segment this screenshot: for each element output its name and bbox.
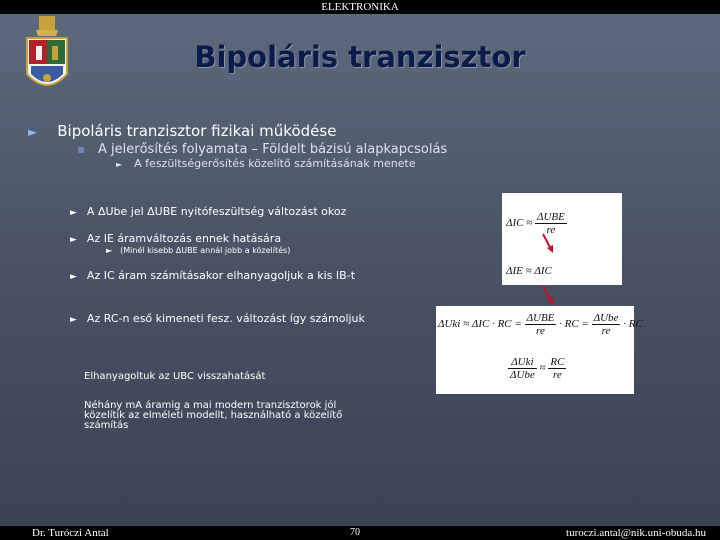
- red-arrow-icon: [540, 284, 556, 306]
- triangle-bullet-icon: ►: [70, 272, 77, 282]
- sub-bullet-text: (Minél kisebb ΔUBE annál jobb a közelítés): [120, 246, 291, 255]
- bullet-item: [70, 232, 281, 245]
- note-line: számítás: [84, 420, 129, 431]
- triangle-bullet-icon: ►: [70, 235, 77, 245]
- note-line: közelítik az elméleti modellt, használható a közelítő: [84, 410, 343, 421]
- fraction: [508, 356, 537, 381]
- equation-text: · RC =: [559, 318, 589, 331]
- bullet-item: [70, 205, 346, 218]
- bullet-text: A ΔUbe jel ΔUBE nyitófeszültség változást okoz: [86, 205, 347, 218]
- numerator: ΔUbe: [593, 312, 619, 324]
- numerator: ΔUki: [508, 356, 537, 369]
- main-heading: [28, 122, 336, 140]
- denominator: re: [601, 325, 611, 337]
- denominator: re: [546, 224, 556, 236]
- footer-author: Dr. Turóczi Antal: [32, 527, 109, 539]
- page-number: 70: [350, 527, 360, 538]
- equation-strip: [436, 306, 643, 394]
- equation-gain: [508, 356, 566, 381]
- header-banner: [0, 0, 720, 14]
- sub-bullet: [106, 246, 290, 255]
- equation-text: · RC: [623, 318, 643, 331]
- equation-text: ΔIC ≈: [506, 217, 533, 230]
- neglect-note: Elhanyagoltuk az UBC visszahatását: [84, 371, 266, 382]
- subsubheading-text: A feszültségerősítés közelítő számításának menete: [134, 157, 416, 170]
- equation-ie: ΔIE ≈ ΔIC: [506, 265, 552, 277]
- header-banner-text: ELEKTRONIKA: [321, 1, 399, 13]
- triangle-bullet-icon: ►: [28, 125, 38, 139]
- denominator: ΔUbe: [510, 369, 535, 381]
- subheading-text: A jelerősítés folyamata – Földelt bázisú alapkapcsolás: [98, 142, 448, 157]
- footer-bar: [0, 526, 720, 540]
- triangle-bullet-icon: ►: [116, 160, 123, 169]
- university-crest-logo: [22, 16, 72, 98]
- fraction: [592, 312, 621, 337]
- numerator: ΔUBE: [537, 211, 565, 223]
- subheading: [78, 142, 447, 157]
- equation-uki: [438, 312, 643, 337]
- fraction: [525, 312, 557, 337]
- slide-title: Bipoláris tranzisztor: [194, 40, 526, 74]
- subsubheading: [116, 157, 416, 170]
- numerator: ΔUBE: [526, 312, 555, 324]
- footer-email: turoczi.antal@nik.uni-obuda.hu: [566, 527, 706, 539]
- equation-ic: [506, 211, 567, 236]
- bullet-text: Az IE áramváltozás ennek hatására: [86, 232, 282, 245]
- triangle-bullet-icon: ►: [70, 208, 77, 218]
- equation-text: ≈: [539, 362, 546, 375]
- denominator: re: [536, 325, 545, 337]
- bullet-item: [70, 269, 355, 282]
- numerator: RC: [550, 356, 565, 368]
- note-line: Néhány mA áramig a mai modern tranzisztorok jól: [84, 400, 337, 411]
- bullet-text: Az IC áram számításakor elhanyagoljuk a kis IB-t: [86, 269, 356, 282]
- triangle-bullet-icon: ►: [70, 315, 77, 325]
- bullet-text: Az RC-n eső kimeneti fesz. változást így számoljuk: [86, 312, 365, 325]
- triangle-bullet-icon: ►: [106, 246, 113, 255]
- fraction: [548, 356, 566, 381]
- square-bullet-icon: [78, 147, 84, 153]
- equation-box: [502, 193, 622, 285]
- red-arrow-icon: [540, 232, 556, 254]
- equation-text: ΔUki ≈ ΔIC · RC =: [438, 318, 522, 331]
- main-heading-text: Bipoláris tranzisztor fizikai működése: [57, 122, 337, 140]
- denominator: re: [552, 369, 562, 381]
- bullet-item: [70, 312, 365, 325]
